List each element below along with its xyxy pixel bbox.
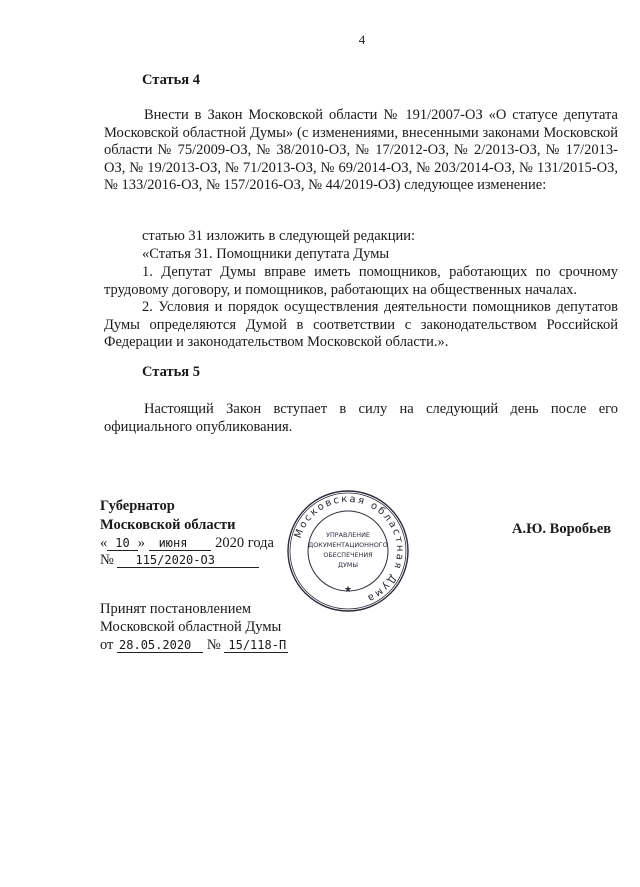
law-number: 115/2020-ОЗ bbox=[117, 553, 258, 568]
svg-text:УПРАВЛЕНИЕ: УПРАВЛЕНИЕ bbox=[326, 531, 370, 539]
law-number-sign: № bbox=[100, 552, 114, 568]
adoption-line-1: Принят постановлением bbox=[100, 601, 252, 617]
stamp-center-text bbox=[308, 531, 387, 569]
stamp-ring-text: Московская областная Дума bbox=[292, 493, 406, 605]
svg-text:ОБЕСПЕЧЕНИЯ: ОБЕСПЕЧЕНИЯ bbox=[323, 551, 373, 559]
article-4-intro: Внести в Закон Московской области № 191/2007-ОЗ «О статусе депутата Московской областной Думы» (с изменениями, внесенными законами Московской области № 75/2009-ОЗ, № 38/2010-ОЗ, № 17/2012-ОЗ, № 2/2013-ОЗ, № 17/2013-ОЗ, № 19/2013-ОЗ, № 71/2013-ОЗ, № 69/2014-ОЗ, № 203/2014-ОЗ, № 131/2015-ОЗ, № 133/2016-ОЗ, № 157/2016-ОЗ, № 44/2019-ОЗ) следующее изменение: bbox=[104, 107, 618, 194]
law-number-line bbox=[100, 552, 259, 569]
signatory-name: А.Ю. Воробьев bbox=[512, 521, 612, 537]
article-4-line-2: «Статья 31. Помощники депутата Думы bbox=[142, 246, 390, 262]
adoption-from-label: от bbox=[100, 637, 114, 653]
signatory-title-line-1: Губернатор bbox=[100, 498, 175, 514]
page-number: 4 bbox=[358, 32, 366, 47]
adoption-number-line bbox=[100, 637, 288, 654]
date-quote-open: « bbox=[100, 535, 108, 551]
svg-text:ДОКУМЕНТАЦИОННОГО: ДОКУМЕНТАЦИОННОГО bbox=[308, 541, 388, 549]
signing-date-line bbox=[100, 535, 274, 552]
adoption-number: 15/118-П bbox=[224, 638, 288, 653]
svg-text:ДУМЫ: ДУМЫ bbox=[337, 561, 359, 569]
article-5-text: Настоящий Закон вступает в силу на следующий день после его официального опубликования. bbox=[104, 401, 618, 435]
article-4-item-2: 2. Условия и порядок осуществления деятельности помощников депутатов Думы определяются Думой в соответствии с законодательством Российской Федерации и законодательством Московской области.». bbox=[104, 299, 618, 351]
date-year: 2020 года bbox=[215, 535, 274, 551]
official-stamp bbox=[286, 489, 410, 613]
signatory-title-line-2: Московской области bbox=[100, 517, 236, 533]
adoption-date: 28.05.2020 bbox=[117, 638, 203, 653]
date-day: 10 bbox=[107, 536, 137, 551]
date-month: июня bbox=[149, 536, 212, 551]
article-4-item-1: 1. Депутат Думы вправе иметь помощников, работающих по срочному трудовому договору, и помощников, работающих на общественных началах. bbox=[104, 264, 618, 298]
adoption-line-2: Московской областной Думы bbox=[100, 619, 282, 635]
article-5-heading: Статья 5 bbox=[142, 364, 200, 380]
stamp-star-icon: ★ bbox=[343, 585, 353, 595]
adoption-number-sign: № bbox=[206, 637, 221, 653]
date-quote-close: » bbox=[137, 535, 145, 551]
article-4-heading: Статья 4 bbox=[142, 72, 200, 88]
article-4-line-1: статью 31 изложить в следующей редакции: bbox=[142, 228, 416, 244]
